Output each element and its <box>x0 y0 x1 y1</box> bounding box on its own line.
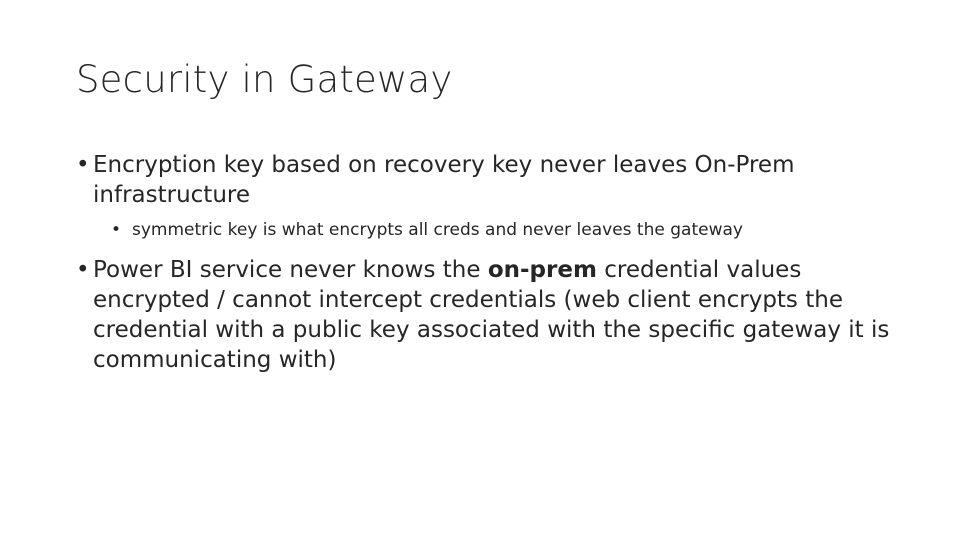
slide-title: Security in Gateway <box>76 58 453 101</box>
spacer <box>76 242 906 255</box>
bullet-item <box>76 150 906 210</box>
sub-bullet-icon: • <box>111 220 122 240</box>
bullet-text-bold: on-prem <box>487 257 597 283</box>
slide-body <box>76 150 906 375</box>
bullet-text: Encryption key based on recovery key never leaves On-Prem infrastructure <box>93 152 795 208</box>
bullet-item <box>76 255 906 375</box>
bullet-icon: • <box>76 152 90 178</box>
bullet-icon: • <box>76 257 90 283</box>
bullet-text-end: credential values encrypted / cannot intercept credentials (web client encrypts the credential with a public key associated with the specific gateway it is communicating with) <box>93 257 890 373</box>
bullet-text-start: Power BI service never knows the <box>93 257 488 283</box>
sub-bullet-item <box>111 218 906 242</box>
sub-bullet-text: symmetric key is what encrypts all creds and never leaves the gateway <box>132 220 743 240</box>
